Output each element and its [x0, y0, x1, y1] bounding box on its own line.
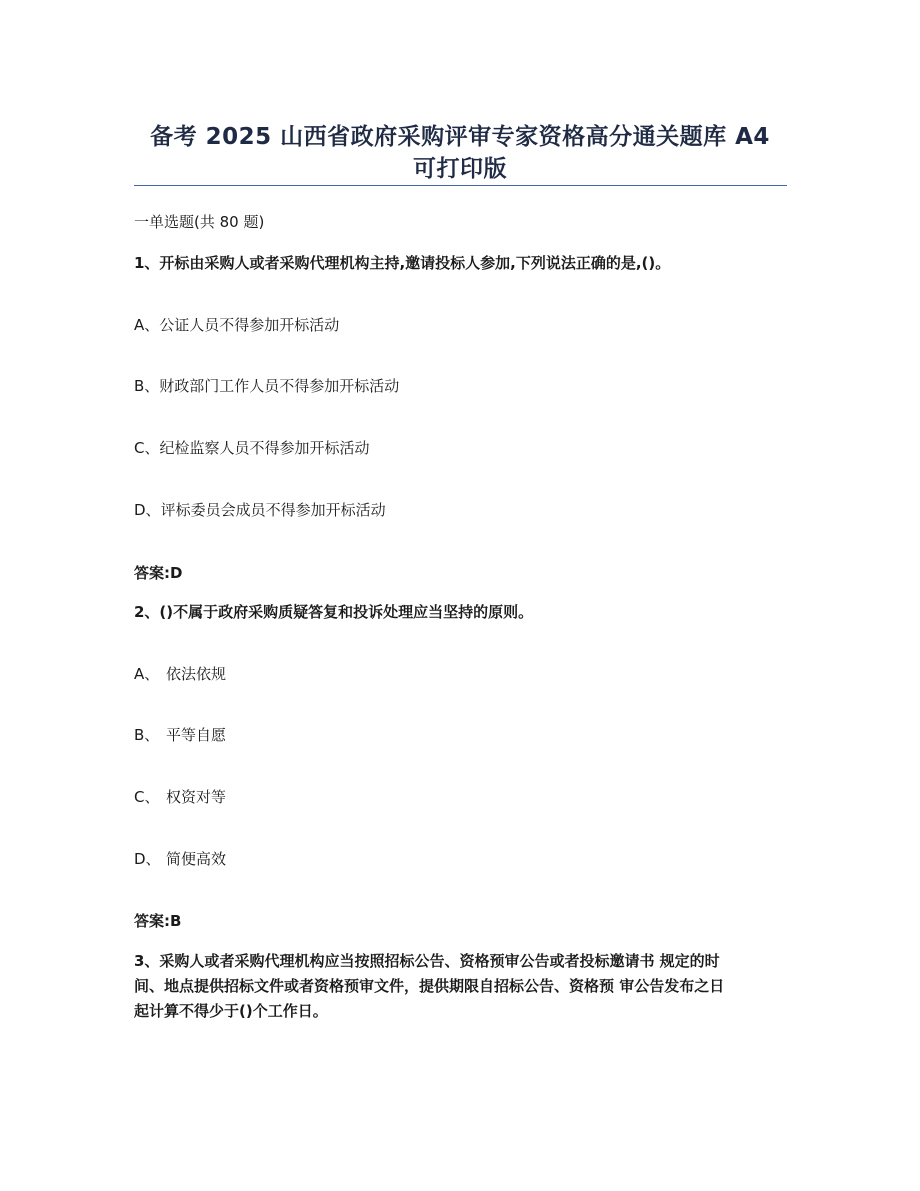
option-label: A、	[134, 316, 160, 334]
option-label: D、	[134, 850, 161, 868]
option-label: D、	[134, 501, 161, 519]
option-label: C、	[134, 439, 160, 457]
question-2-option-a	[134, 664, 794, 684]
option-text: 纪检监察人员不得参加开标活动	[159, 439, 370, 457]
option-label: B、	[134, 377, 160, 395]
question-1-option-a	[134, 315, 794, 335]
question-2-answer: 答案:B	[134, 912, 182, 930]
document-title-line-2: 可打印版	[413, 156, 507, 182]
question-2-option-c	[134, 787, 794, 807]
question-2-option-b	[134, 725, 794, 745]
question-1-answer: 答案:D	[134, 564, 183, 582]
title-divider	[134, 185, 787, 186]
option-text: 平等自愿	[166, 726, 227, 744]
option-label: B、	[134, 726, 160, 744]
question-3-stem-line-3: 起计算不得少于()个工作日。	[134, 1002, 328, 1020]
section-heading: 一单选题(共 80 题)	[134, 213, 265, 231]
question-1-option-b	[134, 376, 794, 396]
option-text: 公证人员不得参加开标活动	[159, 316, 340, 334]
question-1-option-c	[134, 438, 794, 458]
question-2-option-d	[134, 849, 794, 869]
document-title-line-1: 备考 2025 山西省政府采购评审专家资格高分通关题库 A4	[150, 124, 770, 150]
question-1-option-d	[134, 500, 794, 520]
option-label: A、	[134, 665, 160, 683]
option-text: 权资对等	[166, 788, 227, 806]
question-3-stem-line-2: 间、地点提供招标文件或者资格预审文件，提供期限自招标公告、资格预 审公告发布之日	[134, 977, 725, 995]
option-label: C、	[134, 788, 160, 806]
question-1-stem: 1、开标由采购人或者采购代理机构主持,邀请投标人参加,下列说法正确的是,()。	[134, 254, 671, 272]
option-text: 依法依规	[166, 665, 227, 683]
question-2-stem: 2、()不属于政府采购质疑答复和投诉处理应当坚持的原则。	[134, 603, 534, 621]
option-text: 财政部门工作人员不得参加开标活动	[159, 377, 400, 395]
option-text: 评标委员会成员不得参加开标活动	[160, 501, 386, 519]
question-3-stem-line-1: 3、采购人或者采购代理机构应当按照招标公告、资格预审公告或者投标邀请书 规定的时	[134, 952, 720, 970]
option-text: 简便高效	[166, 850, 227, 868]
